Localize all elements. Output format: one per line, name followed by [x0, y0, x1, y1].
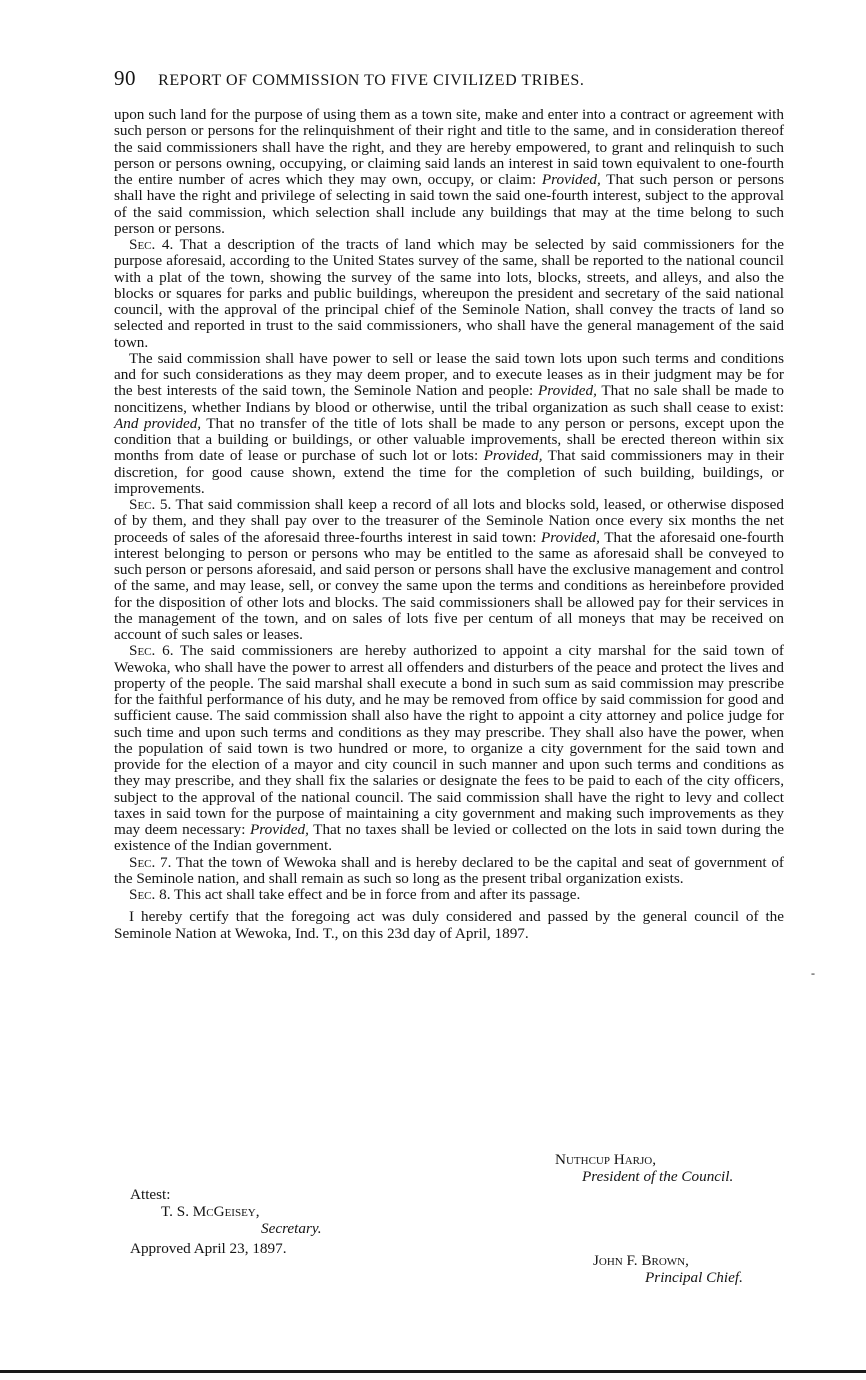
margin-mark: -: [811, 966, 815, 980]
italic-proviso: Provided,: [483, 447, 543, 465]
secretary-name: T. S. McGeisey,: [161, 1203, 260, 1220]
text-run: That no taxes shall be levied or collected on the lots in said town during the existence of the Indian government.: [114, 821, 784, 855]
page-bottom-border: [0, 1364, 866, 1380]
text-run: That such person or persons shall have the right and privilege of selecting in said town the said one-fourth interest, subject to the approval of the said commission, which selection shall include any buildings that may at the time belong to such person or persons.: [114, 171, 784, 237]
section-label: Sec. 8.: [129, 886, 171, 903]
certification-paragraph: I hereby certify that the foregoing act was duly considered and passed by the general council of the Seminole Nation at Wewoka, Ind. T., on this 23d day of April, 1897.: [114, 908, 784, 942]
text-run: The said commissioners are hereby authorized to appoint a city marshal for the said town of Wewoka, who shall have the power to arrest all offenders and disturbers of the peace and protect the lives and property of the people. The said marshal shall execute a bond in such sum as said commission may prescribe for the faithful performance of his duty, and he may be removed from office by said commission for good and sufficient cause. The said commission shall also have the right to appoint a city attorney and police judge for such time and upon such terms and conditions as they may prescribe. They shall also have the power, when the population of said town is two hundred or more, to organize a city government for the said town and provide for the election of a mayor and city council in such manner and upon such terms and conditions as they may prescribe, and they shall fix the salaries or designate the fees to be paid to each of the city officers, subject to the approval of the national council. The said commission shall have the right to levy and collect taxes in said town for the purpose of maintaining a city government and making such improvements as they may deem necessary:: [114, 642, 784, 838]
text-run: That said commissioners may in their discretion, for good cause shown, extend the time for the completion of such building, buildings, or improvements.: [114, 447, 784, 497]
section-8: [114, 887, 784, 903]
attest-label: Attest:: [130, 1186, 171, 1203]
document-body: [114, 107, 784, 942]
italic-proviso: Provided,: [541, 528, 600, 546]
running-title: REPORT OF COMMISSION TO FIVE CIVILIZED TRIBES.: [158, 72, 585, 89]
section-7: [114, 855, 784, 888]
paragraph-sale-lease: [114, 351, 784, 497]
signer-title: Principal Chief.: [645, 1269, 743, 1286]
section-5: [114, 497, 784, 643]
section-label: Sec. 6.: [129, 642, 174, 660]
section-label: Sec. 5.: [129, 496, 172, 513]
section-label: Sec. 4.: [129, 236, 174, 253]
page-number: 90: [114, 66, 137, 90]
italic-proviso: Provided,: [537, 382, 597, 400]
text-run: The said commission shall have power to sell or lease the said town lots upon such terms and conditions and for such considerations as they may deem proper, and to execute leases as in their judgment may be for the best interests of the said town, the Seminole Nation and people:: [114, 349, 784, 400]
secretary-title: Secretary.: [261, 1220, 322, 1237]
text-run: That said commission shall keep a record of all lots and blocks sold, leased, or otherwise disposed of by them, and they shall pay over to the treasurer of the Seminole Nation once every six months the net proceeds of sales of the aforesaid three-fourths interest in said town:: [114, 496, 784, 546]
text-run: That no transfer of the title of lots shall be made to any person or persons, except upon the condition that a building or buildings, or other valuable improvements, shall be erected thereon within six months from date of lease or purchase of such lot or lots:: [114, 414, 785, 465]
signer-name: Nuthcup Harjo,: [555, 1151, 657, 1168]
signer-title: President of the Council.: [582, 1168, 734, 1185]
section-text: This act shall take effect and be in force from and after its passage.: [170, 886, 581, 903]
italic-proviso: And provided,: [114, 414, 202, 432]
section-text: That the town of Wewoka shall and is hereby declared to be the capital and seat of government of the Seminole nation, and shall remain as such so long as the present tribal organization exists.: [114, 853, 784, 887]
italic-proviso: Provided,: [249, 821, 309, 838]
section-4: [114, 237, 784, 351]
approval-date: Approved April 23, 1897.: [130, 1240, 287, 1257]
attestation-block: [130, 1186, 322, 1237]
italic-proviso: Provided,: [541, 171, 601, 188]
signature-council-president: [555, 1151, 733, 1185]
paragraph-continued: [114, 107, 784, 237]
section-6: [114, 643, 784, 854]
text-run: That the aforesaid one-fourth interest belonging to person or persons who may be entitled to the same as aforesaid shall be conveyed to such person or persons aforesaid, and said person or persons shall have the exclusive management and control of the same, and may lease, sell, or convey the same upon the terms and conditions as hereinbefore provided for the disposition of other lots and blocks. The said commissioners shall be allowed pay for their services in the management of the town, and on sales of lots five per centum of all moneys that may be received on account of such sales or leases.: [114, 528, 784, 643]
signature-principal-chief: [593, 1252, 743, 1286]
text-run: That no sale shall be made to noncitizens, whether Indians by blood or otherwise, until the tribal organization as such shall cease to exist:: [114, 382, 784, 416]
section-label: Sec. 7.: [129, 853, 172, 871]
text-run: upon such land for the purpose of using them as a town site, make and enter into a contract or agreement with such person or persons for the relinquishment of their right and title to the same, and in consideration thereof the said commissioners shall have the right, and they are hereby empowered, to grant and relinquish to such person or persons owning, occupying, or claiming said lands an interest in said town equivalent to one-fourth the entire number of acres which they may own, occupy, or claim:: [114, 106, 784, 188]
page-header: [114, 66, 754, 91]
signer-name: John F. Brown,: [593, 1252, 689, 1269]
section-text: That a description of the tracts of land which may be selected by said commissioners for the purpose aforesaid, according to the United States survey of the same, shall be reported to the national council with a plat of the town, showing the survey of the same into lots, blocks, streets, and alleys, and also the blocks or squares for parks and public buildings, whereupon the president and secretary of the said national council, with the approval of the principal chief of the Seminole Nation, shall convey the tracts of land so selected and reported in trust to the said commissioners, who shall have the general management of the said town.: [114, 236, 784, 351]
